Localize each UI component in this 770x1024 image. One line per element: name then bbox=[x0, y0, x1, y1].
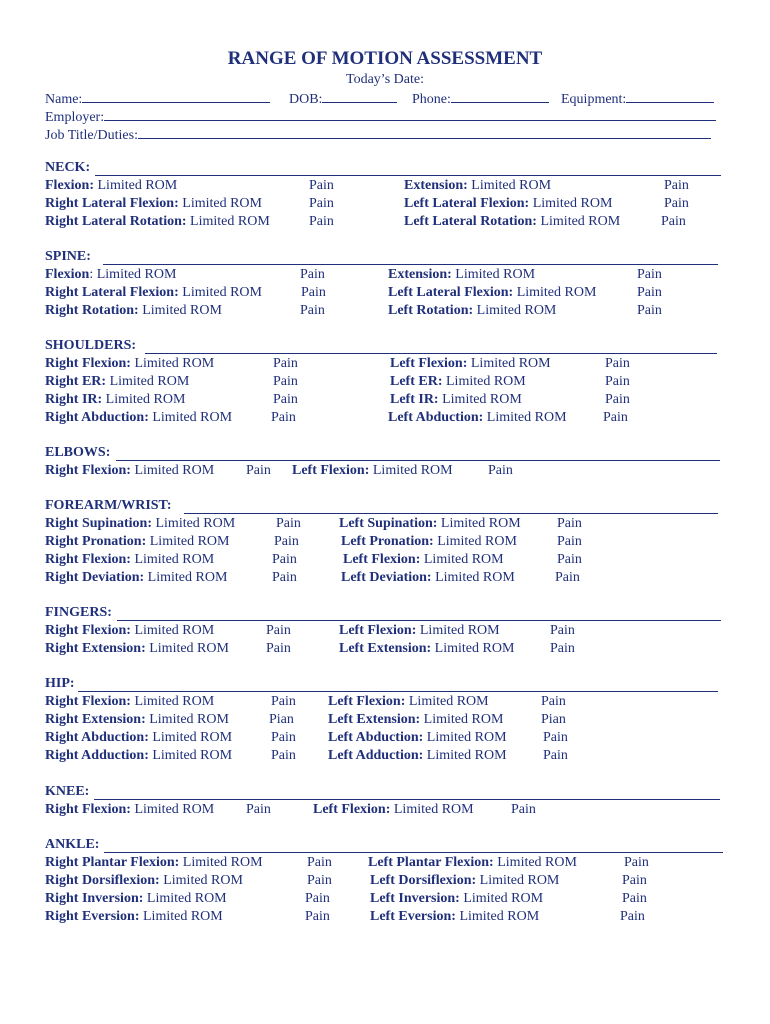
limited-rom-option[interactable]: Limited ROM bbox=[440, 516, 521, 531]
pain-option[interactable]: Pain bbox=[603, 410, 628, 425]
pain-option[interactable]: Pain bbox=[309, 178, 334, 193]
shoulder-right-abduction[interactable] bbox=[45, 410, 232, 426]
limited-rom-option[interactable]: Limited ROM bbox=[479, 873, 560, 888]
name-label: Name: bbox=[45, 92, 83, 107]
item-label: Right Flexion: bbox=[45, 463, 131, 478]
shoulder-left-abduction[interactable] bbox=[388, 410, 567, 426]
limited-rom-option[interactable]: Limited ROM bbox=[134, 802, 215, 817]
item-label: Left Dorsiflexion: bbox=[370, 873, 477, 888]
pain-option[interactable]: Pian bbox=[541, 712, 566, 727]
elbows-notes-line[interactable] bbox=[116, 460, 720, 461]
limited-rom-option[interactable]: Limited ROM bbox=[190, 214, 270, 229]
spine-extension[interactable] bbox=[388, 267, 535, 283]
limited-rom-option[interactable]: Limited ROM bbox=[459, 909, 540, 924]
ankle-right-plantar-flexion[interactable] bbox=[45, 855, 263, 871]
item-label: Right Flexion: bbox=[45, 623, 131, 638]
elbows-section-header: ELBOWS: bbox=[45, 445, 111, 460]
pain-option[interactable]: Pian bbox=[269, 712, 294, 727]
wrist-left-supination[interactable] bbox=[339, 516, 521, 532]
pain-option[interactable]: Pain bbox=[664, 196, 689, 211]
wrist-right-deviation[interactable] bbox=[45, 570, 227, 586]
hip-right-extension[interactable] bbox=[45, 712, 229, 728]
wrist-left-deviation[interactable] bbox=[341, 570, 515, 586]
limited-rom-option[interactable]: Limited ROM bbox=[152, 730, 233, 745]
item-label: Right Adduction: bbox=[45, 748, 149, 763]
shoulder-right-ir[interactable] bbox=[45, 392, 185, 408]
item-label: Right Dorsiflexion: bbox=[45, 873, 160, 888]
item-label: Left Adduction: bbox=[328, 748, 424, 763]
knee-right-flexion[interactable] bbox=[45, 802, 214, 818]
hip-right-abduction[interactable] bbox=[45, 730, 232, 746]
pain-option[interactable]: Pain bbox=[543, 748, 568, 763]
pain-option[interactable]: Pain bbox=[309, 196, 334, 211]
item-label: Right Abduction: bbox=[45, 410, 149, 425]
wrist-right-pronation[interactable] bbox=[45, 534, 229, 550]
pain-option[interactable]: Pain bbox=[300, 303, 325, 318]
item-label: Left Abduction: bbox=[328, 730, 424, 745]
item-label: Right Eversion: bbox=[45, 909, 140, 924]
limited-rom-option[interactable]: Limited ROM bbox=[152, 410, 233, 425]
pain-option[interactable]: Pain bbox=[620, 909, 645, 924]
limited-rom-option[interactable]: Limited ROM bbox=[435, 570, 515, 585]
neck-right-lateral-flexion[interactable] bbox=[45, 196, 262, 212]
limited-rom-option[interactable]: Limited ROM bbox=[446, 374, 526, 389]
equipment-field[interactable] bbox=[561, 90, 714, 108]
item-label: Right Flexion: bbox=[45, 552, 131, 567]
phone-field[interactable] bbox=[412, 90, 549, 108]
hip-section-header: HIP: bbox=[45, 676, 75, 691]
pain-option[interactable]: Pain bbox=[511, 802, 536, 817]
item-label: Left Inversion: bbox=[370, 891, 460, 906]
pain-option[interactable]: Pain bbox=[276, 516, 301, 531]
limited-rom-option[interactable]: Limited ROM bbox=[426, 748, 507, 763]
pain-option[interactable]: Pain bbox=[266, 641, 291, 656]
hip-notes-line[interactable] bbox=[78, 691, 718, 692]
item-label: Left Plantar Flexion: bbox=[368, 855, 494, 870]
knee-notes-line[interactable] bbox=[94, 799, 720, 800]
item-label: Left Lateral Flexion: bbox=[404, 196, 530, 211]
pain-option[interactable]: Pain bbox=[246, 802, 271, 817]
shoulder-left-er[interactable] bbox=[390, 374, 526, 390]
ankle-left-inversion[interactable] bbox=[370, 891, 543, 907]
item-label: Right Plantar Flexion: bbox=[45, 855, 180, 870]
item-label: Extension: bbox=[404, 178, 468, 193]
limited-rom-option[interactable]: Limited ROM bbox=[437, 534, 517, 549]
hip-left-flexion[interactable] bbox=[328, 694, 489, 710]
ankle-right-dorsiflexion[interactable] bbox=[45, 873, 243, 889]
item-label: Left Extension: bbox=[339, 641, 432, 656]
neck-notes-line[interactable] bbox=[95, 175, 721, 176]
item-label: Left Lateral Flexion: bbox=[388, 285, 514, 300]
spine-section-header: SPINE: bbox=[45, 249, 91, 264]
pain-option[interactable]: Pain bbox=[637, 303, 662, 318]
phone-label: Phone: bbox=[412, 92, 451, 107]
limited-rom-option[interactable]: Limited ROM bbox=[423, 552, 504, 567]
item-label: Left Flexion: bbox=[390, 356, 468, 371]
item-label: Extension: bbox=[388, 267, 452, 282]
item-label: Right Supination: bbox=[45, 516, 152, 531]
fingers-notes-line[interactable] bbox=[117, 620, 721, 621]
item-label: Left Flexion: bbox=[313, 802, 391, 817]
hip-right-flexion[interactable] bbox=[45, 694, 214, 710]
item-label: Left Lateral Rotation: bbox=[404, 214, 537, 229]
limited-rom-option[interactable]: Limited ROM bbox=[134, 694, 215, 709]
pain-option[interactable]: Pain bbox=[622, 891, 647, 906]
item-label: Left Flexion: bbox=[343, 552, 421, 567]
item-label: Right Lateral Flexion: bbox=[45, 196, 179, 211]
spine-right-rotation[interactable] bbox=[45, 303, 222, 319]
item-label: Right Lateral Flexion: bbox=[45, 285, 179, 300]
pain-option[interactable]: Pain bbox=[550, 641, 575, 656]
pain-option[interactable]: Pain bbox=[664, 178, 689, 193]
pain-option[interactable]: Pain bbox=[273, 392, 298, 407]
limited-rom-option[interactable]: Limited ROM bbox=[463, 891, 544, 906]
wrist-right-supination[interactable] bbox=[45, 516, 235, 532]
pain-option[interactable]: Pain bbox=[271, 730, 296, 745]
pain-option[interactable]: Pain bbox=[305, 909, 330, 924]
wrist-right-flexion[interactable] bbox=[45, 552, 214, 568]
shoulder-right-flexion[interactable] bbox=[45, 356, 214, 372]
ankle-right-eversion[interactable] bbox=[45, 909, 223, 925]
neck-left-lateral-rotation[interactable] bbox=[404, 214, 620, 230]
pain-option[interactable]: Pain bbox=[273, 356, 298, 371]
todays-date-label: Today’s Date: bbox=[346, 72, 424, 87]
limited-rom-option[interactable]: Limited ROM bbox=[109, 374, 190, 389]
wrist-left-flexion[interactable] bbox=[343, 552, 504, 568]
limited-rom-option[interactable]: Limited ROM bbox=[476, 303, 557, 318]
limited-rom-option[interactable]: Limited ROM bbox=[182, 196, 262, 211]
ankle-left-eversion[interactable] bbox=[370, 909, 539, 925]
limited-rom-option[interactable]: Limited ROM bbox=[516, 285, 597, 300]
item-label: Left IR: bbox=[390, 392, 439, 407]
limited-rom-option[interactable]: Limited ROM bbox=[182, 285, 262, 300]
item-label: Left Eversion: bbox=[370, 909, 456, 924]
limited-rom-option[interactable]: Limited ROM bbox=[149, 641, 229, 656]
ankle-notes-line[interactable] bbox=[104, 852, 723, 853]
elbow-left-flexion[interactable] bbox=[292, 463, 453, 479]
limited-rom-option[interactable]: Limited ROM bbox=[372, 463, 453, 478]
item-label: Right Deviation: bbox=[45, 570, 145, 585]
limited-rom-option[interactable]: Limited ROM bbox=[455, 267, 536, 282]
item-label: Left Flexion: bbox=[328, 694, 406, 709]
knee-section-header: KNEE: bbox=[45, 784, 90, 799]
ankle-section-header: ANKLE: bbox=[45, 837, 100, 852]
limited-rom-option[interactable]: Limited ROM bbox=[149, 712, 229, 727]
finger-right-extension[interactable] bbox=[45, 641, 229, 657]
pain-option[interactable]: Pain bbox=[274, 534, 299, 549]
limited-rom-option[interactable]: Limited ROM bbox=[134, 552, 215, 567]
limited-rom-option[interactable]: Limited ROM bbox=[105, 392, 186, 407]
pain-option[interactable]: Pain bbox=[271, 410, 296, 425]
shoulder-left-flexion[interactable] bbox=[390, 356, 551, 372]
spine-left-lateral-flexion[interactable] bbox=[388, 285, 596, 301]
pain-option[interactable]: Pain bbox=[557, 516, 582, 531]
dob-field[interactable] bbox=[289, 90, 397, 108]
employer-label: Employer: bbox=[45, 110, 105, 125]
forearm-notes-line[interactable] bbox=[184, 513, 718, 514]
shoulder-right-er[interactable] bbox=[45, 374, 189, 390]
finger-left-flexion[interactable] bbox=[339, 623, 500, 639]
limited-rom-option[interactable]: Limited ROM bbox=[497, 855, 577, 870]
ankle-right-inversion[interactable] bbox=[45, 891, 227, 907]
shoulder-left-ir[interactable] bbox=[390, 392, 522, 408]
pain-option[interactable]: Pain bbox=[307, 873, 332, 888]
limited-rom-option[interactable]: Limited ROM bbox=[426, 730, 507, 745]
limited-rom-option[interactable]: Limited ROM bbox=[96, 267, 177, 282]
item-label: Left Deviation: bbox=[341, 570, 432, 585]
neck-left-lateral-flexion[interactable] bbox=[404, 196, 612, 212]
item-label: Left Extension: bbox=[328, 712, 421, 727]
pain-option[interactable]: Pain bbox=[543, 730, 568, 745]
pain-option[interactable]: Pain bbox=[637, 267, 662, 282]
hip-left-abduction[interactable] bbox=[328, 730, 507, 746]
job-title-label: Job Title/Duties: bbox=[45, 128, 138, 143]
spine-left-rotation[interactable] bbox=[388, 303, 556, 319]
pain-option[interactable]: Pain bbox=[272, 570, 297, 585]
pain-option[interactable]: Pain bbox=[622, 873, 647, 888]
limited-rom-option[interactable]: Limited ROM bbox=[419, 623, 500, 638]
limited-rom-option[interactable]: Limited ROM bbox=[486, 410, 567, 425]
item-label: Right Extension: bbox=[45, 712, 146, 727]
form-title: RANGE OF MOTION ASSESSMENT bbox=[227, 48, 543, 69]
pain-option[interactable]: Pain bbox=[271, 748, 296, 763]
pain-option[interactable]: Pain bbox=[271, 694, 296, 709]
fingers-section-header: FINGERS: bbox=[45, 605, 112, 620]
dob-label: DOB: bbox=[289, 92, 323, 107]
neck-extension[interactable] bbox=[404, 178, 551, 194]
pain-option[interactable]: Pain bbox=[557, 534, 582, 549]
item-label: Right Pronation: bbox=[45, 534, 147, 549]
item-label: Left ER: bbox=[390, 374, 443, 389]
limited-rom-option[interactable]: Limited ROM bbox=[163, 873, 243, 888]
item-label: Right Abduction: bbox=[45, 730, 149, 745]
pain-option[interactable]: Pain bbox=[637, 285, 662, 300]
item-label: Right Flexion: bbox=[45, 694, 131, 709]
item-label: Right ER: bbox=[45, 374, 107, 389]
pain-option[interactable]: Pain bbox=[272, 552, 297, 567]
item-label: Right Inversion: bbox=[45, 891, 144, 906]
limited-rom-option[interactable]: Limited ROM bbox=[146, 891, 227, 906]
name-field[interactable] bbox=[45, 90, 270, 108]
limited-rom-option[interactable]: Limited ROM bbox=[147, 570, 228, 585]
item-label: Right IR: bbox=[45, 392, 103, 407]
hip-right-adduction[interactable] bbox=[45, 748, 232, 764]
hip-left-adduction[interactable] bbox=[328, 748, 507, 764]
item-label: Right Flexion: bbox=[45, 356, 131, 371]
limited-rom-option[interactable]: Limited ROM bbox=[134, 356, 215, 371]
pain-option[interactable]: Pain bbox=[266, 623, 291, 638]
knee-left-flexion[interactable] bbox=[313, 802, 474, 818]
shoulders-notes-line[interactable] bbox=[145, 353, 717, 354]
spine-right-lateral-flexion[interactable] bbox=[45, 285, 262, 301]
limited-rom-option[interactable]: Limited ROM bbox=[134, 463, 215, 478]
pain-option[interactable]: Pain bbox=[309, 214, 334, 229]
item-label: Right Extension: bbox=[45, 641, 146, 656]
pain-option[interactable]: Pain bbox=[307, 855, 332, 870]
ankle-left-plantar-flexion[interactable] bbox=[368, 855, 577, 871]
item-label: Right Rotation: bbox=[45, 303, 139, 318]
limited-rom-option[interactable]: Limited ROM bbox=[149, 534, 230, 549]
limited-rom-option[interactable]: Limited ROM bbox=[442, 392, 522, 407]
pain-option[interactable]: Pain bbox=[488, 463, 513, 478]
spine-notes-line[interactable] bbox=[103, 264, 718, 265]
item-label: Left Flexion: bbox=[292, 463, 370, 478]
neck-flexion[interactable] bbox=[45, 178, 177, 194]
ankle-left-dorsiflexion[interactable] bbox=[370, 873, 559, 889]
item-label: Flexion: bbox=[45, 178, 94, 193]
limited-rom-option[interactable]: Limited ROM bbox=[182, 855, 263, 870]
limited-rom-option[interactable]: Limited ROM bbox=[143, 909, 223, 924]
elbow-right-flexion[interactable] bbox=[45, 463, 214, 479]
pain-option[interactable]: Pain bbox=[555, 570, 580, 585]
neck-section-header: NECK: bbox=[45, 160, 91, 175]
limited-rom-option[interactable]: Limited ROM bbox=[393, 802, 474, 817]
pain-option[interactable]: Pain bbox=[661, 214, 686, 229]
spine-flexion[interactable]: Flexion: Limited ROM bbox=[45, 267, 177, 282]
item-label: Left Rotation: bbox=[388, 303, 474, 318]
limited-rom-option[interactable]: Limited ROM bbox=[134, 623, 215, 638]
finger-right-flexion[interactable] bbox=[45, 623, 214, 639]
limited-rom-option[interactable]: Limited ROM bbox=[471, 178, 552, 193]
item-label: Left Abduction: bbox=[388, 410, 484, 425]
limited-rom-option[interactable]: Limited ROM bbox=[423, 712, 504, 727]
equipment-label: Equipment: bbox=[561, 92, 627, 107]
hip-left-extension[interactable] bbox=[328, 712, 503, 728]
limited-rom-option[interactable]: Limited ROM bbox=[540, 214, 621, 229]
item-label: Flexion bbox=[45, 267, 90, 282]
pain-option[interactable]: Pain bbox=[300, 267, 325, 282]
limited-rom-option[interactable]: Limited ROM bbox=[97, 178, 178, 193]
job-title-field[interactable] bbox=[45, 126, 711, 144]
pain-option[interactable]: Pain bbox=[305, 891, 330, 906]
limited-rom-option[interactable]: Limited ROM bbox=[152, 748, 233, 763]
limited-rom-option[interactable]: Limited ROM bbox=[142, 303, 222, 318]
forearm-wrist-section-header: FOREARM/WRIST: bbox=[45, 498, 172, 513]
limited-rom-option[interactable]: Limited ROM bbox=[532, 196, 613, 211]
pain-option[interactable]: Pain bbox=[246, 463, 271, 478]
item-label: Right Flexion: bbox=[45, 802, 131, 817]
shoulders-section-header: SHOULDERS: bbox=[45, 338, 137, 353]
item-label: Left Pronation: bbox=[341, 534, 434, 549]
pain-option[interactable]: Pain bbox=[605, 356, 630, 371]
neck-right-lateral-rotation[interactable] bbox=[45, 214, 270, 230]
wrist-left-pronation[interactable] bbox=[341, 534, 517, 550]
item-label: Left Supination: bbox=[339, 516, 438, 531]
limited-rom-option[interactable]: Limited ROM bbox=[408, 694, 489, 709]
employer-field[interactable] bbox=[45, 108, 716, 126]
pain-option[interactable]: Pain bbox=[550, 623, 575, 638]
pain-option[interactable]: Pain bbox=[605, 392, 630, 407]
pain-option[interactable]: Pain bbox=[541, 694, 566, 709]
item-label: Right Lateral Rotation: bbox=[45, 214, 187, 229]
pain-option[interactable]: Pain bbox=[557, 552, 582, 567]
finger-left-extension[interactable] bbox=[339, 641, 514, 657]
item-label: Left Flexion: bbox=[339, 623, 417, 638]
pain-option[interactable]: Pain bbox=[273, 374, 298, 389]
pain-option[interactable]: Pain bbox=[301, 285, 326, 300]
limited-rom-option[interactable]: Limited ROM bbox=[155, 516, 236, 531]
limited-rom-option[interactable]: Limited ROM bbox=[470, 356, 551, 371]
limited-rom-option[interactable]: Limited ROM bbox=[434, 641, 515, 656]
pain-option[interactable]: Pain bbox=[605, 374, 630, 389]
pain-option[interactable]: Pain bbox=[624, 855, 649, 870]
